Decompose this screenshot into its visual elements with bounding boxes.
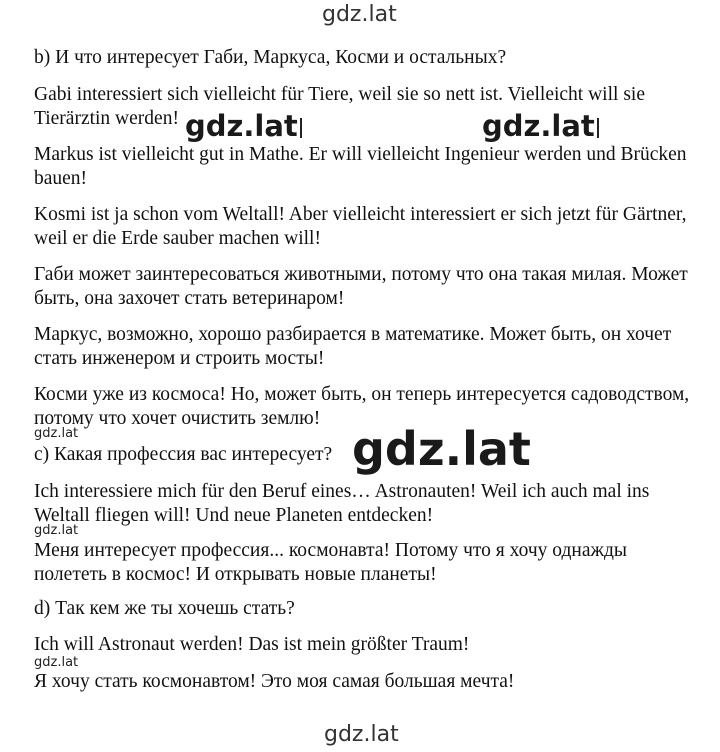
paragraph-gabi-ru: Габи может заинтересоваться животными, потому что она такая милая. Может быть, она захочет стать ветеринаром!	[34, 264, 688, 309]
watermark-small-2: gdz.lat	[34, 523, 79, 538]
watermark-small-1: gdz.lat	[34, 426, 79, 441]
watermark-top: gdz.lat	[322, 2, 397, 27]
watermark-large-left	[183, 109, 304, 143]
paragraph-kosmi-ru: Косми уже из космоса! Но, может быть, он теперь интересуется садоводством, потому что хочет очистить землю!	[34, 384, 690, 429]
cursor-bar	[597, 118, 599, 138]
paragraph-dream-de: Ich will Astronaut werden! Das ist mein größter Traum!	[34, 634, 470, 655]
section-c-question: c) Какая профессия вас интересует?	[34, 444, 333, 465]
paragraph-markus-ru: Маркус, возможно, хорошо разбирается в математике. Может быть, он хочет стать инженером и строить мосты!	[34, 324, 672, 369]
watermark-large-left-text: gdz.lat	[185, 109, 298, 143]
paragraph-astronaut-de: Ich interessiere mich für den Beruf eines… Astronauten! Weil ich auch mal ins Weltall fliegen will! Und neue Planeten entdecken!	[34, 481, 650, 526]
watermark-large-right-text: gdz.lat	[482, 109, 595, 143]
paragraph-dream-ru: Я хочу стать космонавтом! Это моя самая большая мечта!	[34, 671, 515, 692]
cursor-bar	[300, 118, 302, 138]
watermark-small-3: gdz.lat	[34, 655, 79, 670]
section-b-question: b) И что интересует Габи, Маркуса, Косми и остальных?	[34, 47, 507, 68]
paragraph-astronaut-ru: Меня интересует профессия... космонавта! Потому что я хочу однажды полететь в космос! И открывать новые планеты!	[34, 540, 627, 585]
section-d-question: d) Так кем же ты хочешь стать?	[34, 598, 295, 619]
watermark-bottom: gdz.lat	[324, 722, 399, 747]
paragraph-kosmi-de: Kosmi ist ja schon vom Weltall! Aber vielleicht interessiert er sich jetzt für Gärtner, weil er die Erde sauber machen will!	[34, 204, 687, 249]
watermark-large-right	[480, 109, 601, 143]
paragraph-markus-de: Markus ist vielleicht gut in Mathe. Er will vielleicht Ingenieur werden und Brücken bauen!	[34, 144, 687, 189]
watermark-huge: gdz.lat	[352, 422, 531, 476]
paragraph-gabi-de: Gabi interessiert sich vielleicht für Tiere, weil sie so nett ist. Vielleicht will sie Tierärztin werden!	[34, 84, 645, 129]
